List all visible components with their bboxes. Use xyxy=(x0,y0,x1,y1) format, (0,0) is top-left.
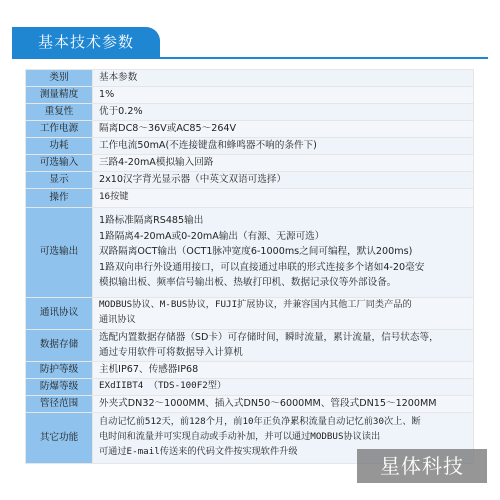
spec-value-line: 1路双向串行外设通用接口，可以直接通过串联的形式连接多个诸如4-20毫安 xyxy=(99,261,425,273)
spec-label: 功耗 xyxy=(26,137,93,154)
spec-row xyxy=(26,154,474,171)
spec-value-line: 三路4-20mA模拟输入回路 xyxy=(99,156,214,168)
spec-row xyxy=(26,120,474,137)
spec-row xyxy=(26,188,474,207)
watermark: 星体科技 xyxy=(357,449,487,483)
section-header xyxy=(12,27,160,57)
spec-value-line: MODBUS协议、M-BUS协议，FUJI扩展协议，并兼容国内其他工厂同类产品的 xyxy=(99,299,412,311)
spec-label: 显示 xyxy=(26,171,93,188)
spec-value-line: 通过专用软件可将数据导入计算机 xyxy=(99,347,243,359)
spec-label: 测量精度 xyxy=(26,86,93,103)
spec-row xyxy=(26,103,474,120)
spec-value-line: 可通过E-mail传送来的代码文件按实现软件升级 xyxy=(99,446,298,458)
spec-value-line: 主机IP67、传感器IP68 xyxy=(99,363,199,375)
spec-label: 可选输出 xyxy=(26,207,93,297)
header-divider xyxy=(12,57,488,59)
spec-value-line: 基本参数 xyxy=(99,72,138,83)
spec-label: 管径范围 xyxy=(26,395,93,412)
spec-label: 其它功能 xyxy=(26,412,93,463)
spec-label: 工作电源 xyxy=(26,120,93,137)
spec-value-line: 1路标准隔离RS485输出 xyxy=(99,215,204,227)
spec-value-line: 隔离DC8～36V或AC85～264V xyxy=(99,122,237,134)
spec-value-line: 优于0.2% xyxy=(99,105,143,117)
spec-table xyxy=(25,69,474,464)
spec-row xyxy=(26,361,474,378)
spec-value xyxy=(93,329,474,361)
spec-label: 通讯协议 xyxy=(26,297,93,329)
spec-value xyxy=(93,378,474,395)
spec-row xyxy=(26,70,474,87)
spec-value-line: EXdIIBT4 （TDS-100F2型） xyxy=(99,380,227,392)
spec-value-line: 1路隔离4-20mA或0-20mA输出（有源、无源可选） xyxy=(99,230,325,242)
spec-label: 可选输入 xyxy=(26,154,93,171)
spec-row xyxy=(26,395,474,412)
spec-value xyxy=(93,207,474,297)
spec-value xyxy=(93,120,474,137)
spec-value-line: 自动记忆前512天，前128个月，前10年正负净累积流量自动记忆前30次上、断 xyxy=(99,416,421,428)
spec-label: 防护等级 xyxy=(26,361,93,378)
spec-label: 重复性 xyxy=(26,103,93,120)
spec-value xyxy=(93,297,474,329)
spec-value xyxy=(93,103,474,120)
spec-value-line: 外夹式DN32～1000MM、插入式DN50～6000MM、管段式DN15～1200MM xyxy=(99,397,437,409)
spec-value-line: 电时间和流量并可实现自动或手动补加，并可以通过MODBUS协议读出 xyxy=(99,431,381,443)
spec-value xyxy=(93,86,474,103)
spec-row xyxy=(26,86,474,103)
spec-value xyxy=(93,154,474,171)
spec-value xyxy=(93,70,474,87)
spec-value xyxy=(93,171,474,188)
spec-value-line: 工作电流50mA(不连接键盘和蜂鸣器不响的条件下) xyxy=(99,139,317,151)
spec-row xyxy=(26,137,474,154)
spec-value xyxy=(93,137,474,154)
section-title: 基本技术参数 xyxy=(37,33,134,51)
spec-value-line: 通讯协议 xyxy=(99,314,136,326)
spec-label: 操作 xyxy=(26,188,93,207)
spec-label: 数据存储 xyxy=(26,329,93,361)
spec-value xyxy=(93,361,474,378)
spec-value-line: 双路隔离OCT输出（OCT1脉冲宽度6-1000ms之间可编程，默认200ms) xyxy=(99,246,413,258)
spec-row xyxy=(26,378,474,395)
spec-value-line: 1% xyxy=(99,88,115,100)
spec-value-line: 16按键 xyxy=(99,191,129,203)
spec-row xyxy=(26,171,474,188)
spec-row xyxy=(26,297,474,329)
spec-value-line: 选配内置数据存储器（SD卡）可存储时间，瞬时流量，累计流量，信号状态等， xyxy=(99,331,439,343)
spec-row xyxy=(26,207,474,297)
spec-value xyxy=(93,188,474,207)
spec-value-line: 2x10汉字背光显示器（中英文双语可选择） xyxy=(99,173,287,185)
spec-row xyxy=(26,329,474,361)
spec-value xyxy=(93,395,474,412)
spec-label: 防爆等级 xyxy=(26,378,93,395)
spec-value-line: 模拟输出板、频率信号输出板、热敏打印机、数据记录仪等外部设备。 xyxy=(99,277,397,289)
spec-label: 类别 xyxy=(26,70,93,87)
